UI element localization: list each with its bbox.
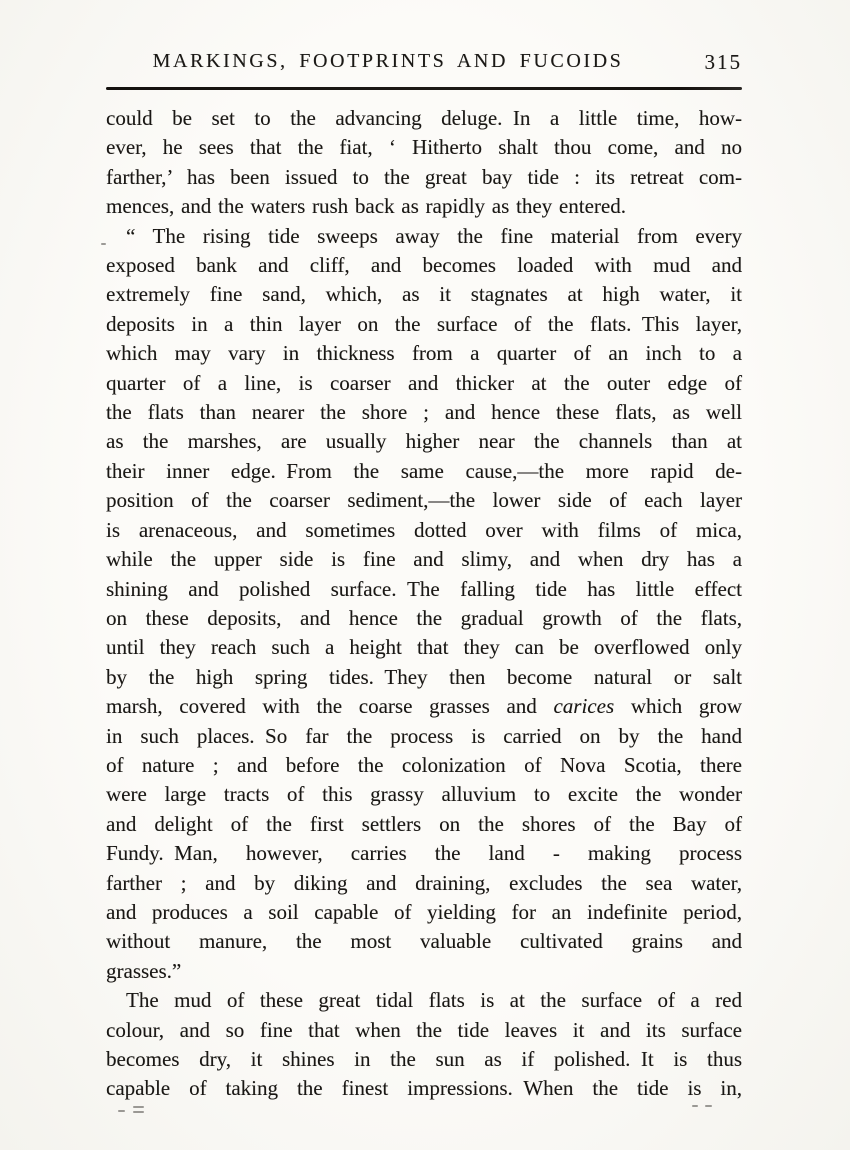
scan-smudge xyxy=(705,1105,712,1107)
text-line: mences, and the waters rush back as rapidly as they entered. xyxy=(106,194,626,219)
text-line: becomes dry, it shines in the sun as if polished. It is thus xyxy=(106,1047,742,1071)
page-text xyxy=(106,104,742,1104)
text-line: exposed bank and cliff, and becomes loaded with mud and xyxy=(106,253,742,278)
paragraph xyxy=(106,986,742,1104)
text-segment: which grow xyxy=(614,694,742,719)
text-line: by the high spring tides. They then become natural or salt xyxy=(106,664,742,689)
scan-smudge xyxy=(101,243,106,245)
text-line: on these deposits, and hence the gradual growth of the flats, xyxy=(106,605,742,630)
text-line: could be set to the advancing deluge. In a little time, how- xyxy=(106,106,742,130)
running-head-title: MARKINGS, FOOTPRINTS AND FUCOIDS xyxy=(152,50,624,72)
scan-smudge xyxy=(118,1110,125,1112)
text-line: The mud of these great tidal flats is at the surface of a red xyxy=(126,988,742,1013)
text-line: and delight of the first settlers on the shores of the Bay of xyxy=(106,811,742,836)
text-line: colour, and so fine that when the tide leaves it and its surface xyxy=(106,1017,742,1042)
text-line: of nature ; and before the colonization of Nova Scotia, there xyxy=(106,752,742,777)
text-line: their inner edge. From the same cause,—the more rapid de- xyxy=(106,458,742,483)
text-line: is arenaceous, and sometimes dotted over with films of mica, xyxy=(106,517,742,542)
text-line: in such places. So far the process is carried on by the hand xyxy=(106,723,742,748)
text-line: shining and polished surface. The falling tide has little effect xyxy=(106,576,742,601)
scan-smudge xyxy=(133,1111,144,1113)
page-column xyxy=(106,50,742,1104)
text-line: farther,’ has been issued to the great bay tide : its retreat com- xyxy=(106,164,742,189)
header-rule xyxy=(106,87,742,90)
text-line: while the upper side is fine and slimy, and when dry has a xyxy=(106,547,742,572)
text-line: were large tracts of this grassy alluvium to excite the wonder xyxy=(106,782,742,807)
text-line: grasses.” xyxy=(106,958,182,983)
scan-smudge xyxy=(692,1105,698,1107)
text-line: “ The rising tide sweeps away the fine material from every xyxy=(126,223,742,248)
text-line: capable of taking the finest impressions. When the tide is in, xyxy=(106,1076,742,1101)
text-line: until they reach such a height that they can be overflowed only xyxy=(106,635,742,660)
text-line xyxy=(106,692,742,721)
text-line: without manure, the most valuable cultivated grains and xyxy=(106,929,742,954)
text-segment: marsh, covered with the coarse grasses and xyxy=(106,694,554,719)
text-line: and produces a soil capable of yielding for an indefinite period, xyxy=(106,899,742,924)
text-line: the flats than nearer the shore ; and hence these flats, as well xyxy=(106,400,742,425)
page-number: 315 xyxy=(704,50,742,74)
text-line: deposits in a thin layer on the surface of the flats. This layer, xyxy=(106,311,742,336)
italic-term: carices xyxy=(553,694,615,719)
text-line: extremely fine sand, which, as it stagnates at high water, it xyxy=(106,282,742,307)
scan-smudge xyxy=(133,1106,144,1108)
text-line: position of the coarser sediment,—the lower side of each layer xyxy=(106,488,742,513)
text-line: farther ; and by diking and draining, excludes the sea water, xyxy=(106,870,742,895)
text-line: Fundy. Man, however, carries the land - making process xyxy=(106,841,742,866)
text-line: as the marshes, are usually higher near the channels than at xyxy=(106,429,742,454)
text-line: which may vary in thickness from a quarter of an inch to a xyxy=(106,341,742,366)
text-line: quarter of a line, is coarser and thicker at the outer edge of xyxy=(106,370,742,395)
text-line: ever, he sees that the fiat, ‘ Hitherto shalt thou come, and no xyxy=(106,135,742,160)
page-header xyxy=(106,50,742,78)
paragraph xyxy=(106,222,742,987)
paragraph xyxy=(106,104,742,222)
